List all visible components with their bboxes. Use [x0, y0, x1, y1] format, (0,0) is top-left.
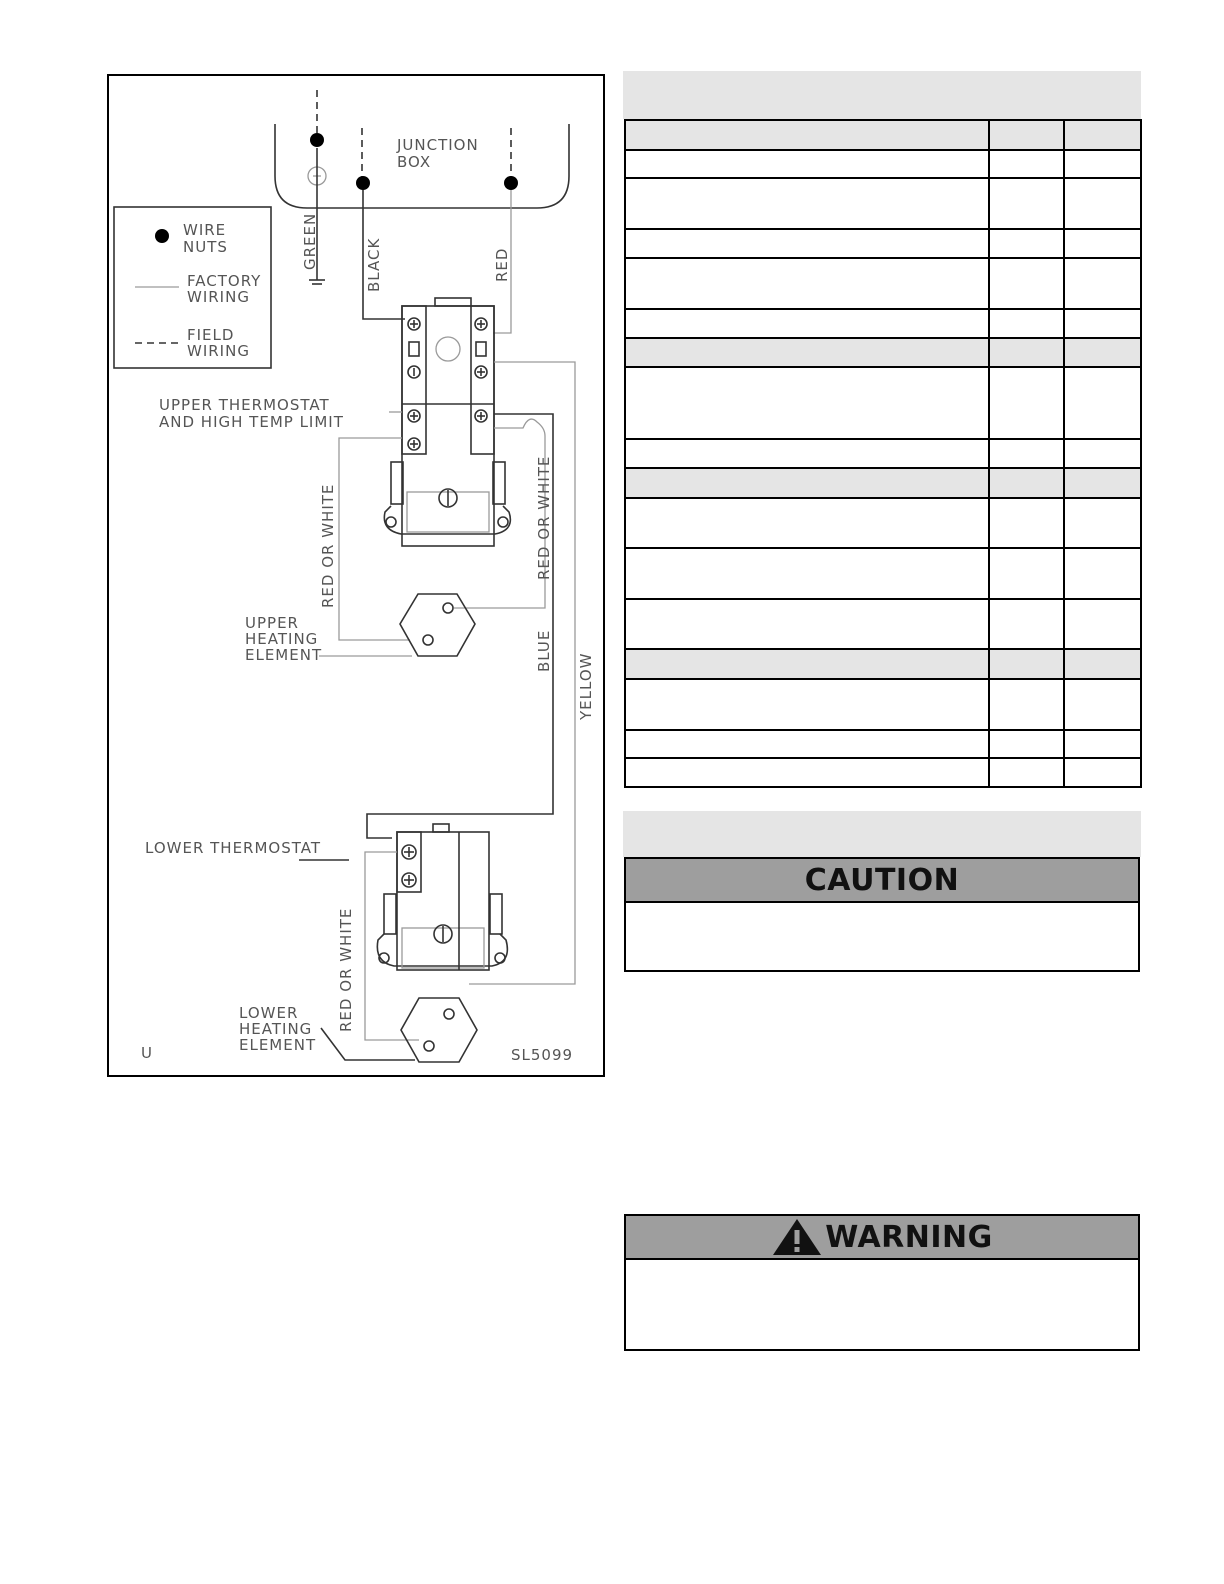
table-cell: [625, 309, 989, 338]
table-cell: [989, 548, 1064, 599]
table-cell: [989, 229, 1064, 258]
warning-title: WARNING: [825, 1219, 993, 1255]
wire-nut-icon: [356, 176, 370, 190]
table-cell: [1064, 679, 1141, 730]
caution-title: CAUTION: [804, 862, 960, 898]
legend-factory-wiring-label-1: FACTORY: [187, 272, 262, 290]
table-cell: [1064, 498, 1141, 548]
wire-nut-icon: [310, 133, 324, 147]
right-red-or-white-label: RED OR WHITE: [535, 455, 553, 580]
table-cell: [989, 468, 1064, 498]
table-cell: [989, 758, 1064, 787]
table-cell: [1064, 649, 1141, 679]
upper-thermostat: [384, 298, 510, 546]
upper-thermostat-label-2: AND HIGH TEMP LIMIT: [159, 413, 344, 431]
table-cell: [989, 599, 1064, 649]
table-section-row: [625, 338, 1141, 367]
table-section-row: [625, 468, 1141, 498]
table-row: [625, 548, 1141, 599]
table-cell: [1064, 120, 1141, 150]
table-cell: [625, 120, 989, 150]
table-row: [625, 439, 1141, 468]
table-section-row: [625, 649, 1141, 679]
table-cell: [625, 367, 989, 439]
table-row: [625, 258, 1141, 309]
table-cell: [989, 178, 1064, 229]
factory-wire-right-red-or-white: [454, 419, 545, 608]
table-cell: [1064, 468, 1141, 498]
table-cell: [625, 439, 989, 468]
spec-table: [624, 119, 1142, 788]
table-row: [625, 367, 1141, 439]
table-cell: [1064, 229, 1141, 258]
table-cell: [1064, 730, 1141, 758]
table-cell: [1064, 367, 1141, 439]
table-cell: [625, 679, 989, 730]
table-cell: [1064, 258, 1141, 309]
legend-field-wiring-label-2: WIRING: [187, 342, 250, 360]
red-wire-label: RED: [493, 247, 511, 282]
lower-thermostat: [377, 824, 507, 970]
notice-title-band: [623, 811, 1141, 857]
table-cell: [1064, 309, 1141, 338]
table-cell: [625, 150, 989, 178]
wire-nut-icon: [504, 176, 518, 190]
table-row: [625, 229, 1141, 258]
table-row: [625, 150, 1141, 178]
upper-heating-element-label-2: HEATING: [245, 630, 319, 648]
blue-wire-label: BLUE: [535, 629, 553, 672]
lower-thermostat-label: LOWER THERMOSTAT: [145, 839, 321, 857]
lower-heating-element: [401, 998, 477, 1062]
legend-wire-nuts-label-2: NUTS: [183, 238, 228, 256]
yellow-wire-label: YELLOW: [577, 652, 595, 720]
table-cell: [989, 309, 1064, 338]
table-cell: [625, 338, 989, 367]
upper-thermostat-label-1: UPPER THERMOSTAT: [159, 396, 330, 414]
legend-wire-nuts-label-1: WIRE: [183, 221, 227, 239]
lower-heating-element-label-3: ELEMENT: [239, 1036, 317, 1054]
lower-heating-element-label-1: LOWER: [239, 1004, 299, 1022]
table-cell: [1064, 178, 1141, 229]
junction-box-label-2: BOX: [397, 153, 432, 171]
table-row: [625, 730, 1141, 758]
figure-id: SL5099: [511, 1046, 574, 1064]
table-cell: [625, 599, 989, 649]
legend-factory-wiring-label-2: WIRING: [187, 288, 250, 306]
warning-triangle-icon: [771, 1217, 823, 1257]
table-cell: [1064, 548, 1141, 599]
upper-heating-element-label-1: UPPER: [245, 614, 299, 632]
junction-box-label-1: JUNCTION: [397, 136, 479, 154]
table-cell: [625, 178, 989, 229]
table-cell: [625, 548, 989, 599]
table-cell: [625, 468, 989, 498]
caution-header: [626, 859, 1138, 903]
green-wire-label: GREEN: [301, 212, 319, 270]
table-cell: [989, 338, 1064, 367]
upper-heating-element: [400, 594, 475, 656]
table-cell: [989, 730, 1064, 758]
table-cell: [1064, 150, 1141, 178]
legend-wire-nut-icon: [155, 229, 169, 243]
table-cell: [625, 758, 989, 787]
black-wire-label: BLACK: [365, 237, 383, 292]
table-cell: [989, 649, 1064, 679]
table-row: [625, 178, 1141, 229]
warning-header: [626, 1216, 1138, 1260]
factory-wire-yellow: [469, 362, 575, 984]
upper-heating-element-label-3: ELEMENT: [245, 646, 323, 664]
table-cell: [989, 258, 1064, 309]
warning-notice: [624, 1214, 1140, 1351]
table-cell: [625, 649, 989, 679]
table-cell: [989, 120, 1064, 150]
table-cell: [989, 439, 1064, 468]
table-cell: [1064, 599, 1141, 649]
table-cell: [1064, 338, 1141, 367]
table-row: [625, 309, 1141, 338]
legend-field-wiring-label-1: FIELD: [187, 326, 235, 344]
factory-wire-left-red-or-white: [339, 438, 410, 640]
table-row: [625, 758, 1141, 787]
table-row: [625, 679, 1141, 730]
table-cell: [625, 258, 989, 309]
table-cell: [625, 498, 989, 548]
lower-heating-element-label-2: HEATING: [239, 1020, 313, 1038]
table-row: [625, 599, 1141, 649]
table-row: [625, 498, 1141, 548]
table-cell: [625, 229, 989, 258]
table-cell: [989, 498, 1064, 548]
table-title-band: [623, 71, 1141, 119]
lower-red-or-white-label: RED OR WHITE: [337, 907, 355, 1032]
corner-mark: U: [141, 1044, 153, 1062]
table-cell: [989, 150, 1064, 178]
table-cell: [989, 367, 1064, 439]
table-cell: [989, 679, 1064, 730]
wiring-diagram-svg: [109, 76, 607, 1079]
factory-wire-blue: [367, 414, 553, 838]
table-cell: [625, 730, 989, 758]
wiring-diagram: [107, 74, 605, 1077]
left-red-or-white-label: RED OR WHITE: [319, 483, 337, 608]
table-cell: [1064, 758, 1141, 787]
table-cell: [1064, 439, 1141, 468]
caution-notice: [624, 857, 1140, 972]
table-header-row: [625, 120, 1141, 150]
spec-table-body: [625, 120, 1141, 787]
